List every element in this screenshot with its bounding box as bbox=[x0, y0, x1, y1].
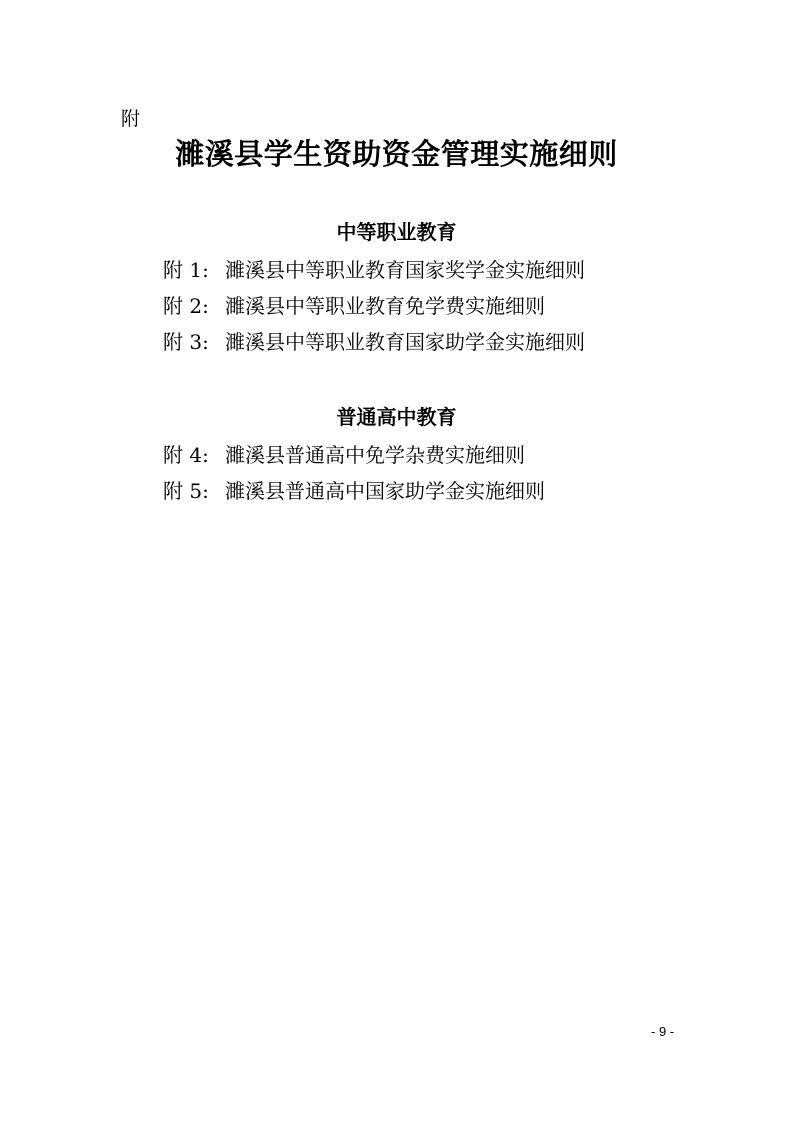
attachment-title: 濉溪县中等职业教育国家奖学金实施细则 bbox=[225, 258, 585, 282]
attachment-number: 附 2: bbox=[163, 294, 209, 318]
attachment-item-2 bbox=[163, 292, 545, 320]
page-number: - 9 - bbox=[651, 1024, 675, 1039]
attachment-item-5 bbox=[163, 477, 545, 505]
attachment-title: 濉溪县普通高中免学杂费实施细则 bbox=[225, 443, 525, 467]
attachment-title: 濉溪县中等职业教育国家助学金实施细则 bbox=[225, 330, 585, 354]
section-heading-high-school: 普通高中教育 bbox=[336, 405, 457, 429]
attachment-title: 濉溪县中等职业教育免学费实施细则 bbox=[225, 294, 545, 318]
document-title: 濉溪县学生资助资金管理实施细则 bbox=[175, 137, 618, 171]
section-heading-vocational: 中等职业教育 bbox=[336, 220, 457, 244]
attachment-number: 附 1: bbox=[163, 258, 209, 282]
attachment-number: 附 3: bbox=[163, 330, 209, 354]
attachment-label: 附 bbox=[121, 108, 141, 130]
attachment-number: 附 5: bbox=[163, 479, 209, 503]
attachment-item-1 bbox=[163, 256, 585, 284]
attachment-item-3 bbox=[163, 328, 585, 356]
attachment-item-4 bbox=[163, 441, 525, 469]
attachment-title: 濉溪县普通高中国家助学金实施细则 bbox=[225, 479, 545, 503]
attachment-number: 附 4: bbox=[163, 443, 209, 467]
